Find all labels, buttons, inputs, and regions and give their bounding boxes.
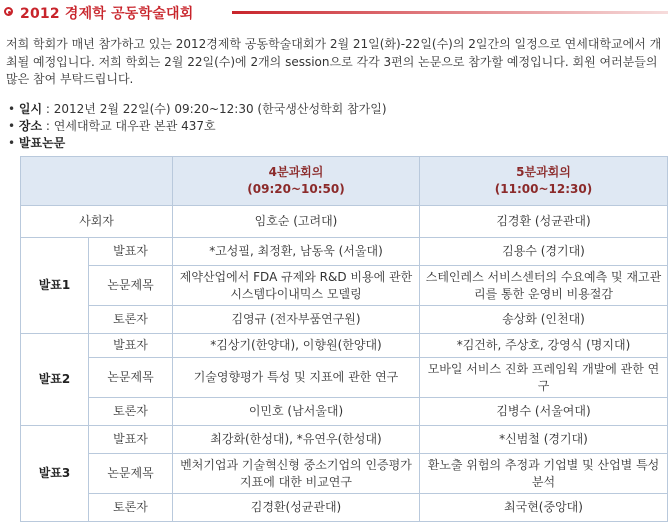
date-label: 일시 bbox=[18, 102, 43, 116]
table-row bbox=[21, 238, 668, 266]
chair-label: 사회자 bbox=[21, 206, 173, 238]
presenter-cell: *고성필, 최정환, 남동욱 (서울대) bbox=[173, 238, 420, 266]
place-label: 장소 bbox=[18, 119, 43, 133]
session-label: 발표2 bbox=[21, 334, 89, 426]
session-label: 발표1 bbox=[21, 238, 89, 334]
title-underline bbox=[232, 11, 668, 14]
table-row bbox=[21, 306, 668, 334]
presenter-cell: *김상기(한양대), 이향원(한양대) bbox=[173, 334, 420, 358]
session-label: 발표3 bbox=[21, 426, 89, 522]
place-value: : 연세대학교 대우관 본관 437호 bbox=[42, 119, 216, 133]
role-label: 토론자 bbox=[89, 494, 173, 522]
role-label: 발표자 bbox=[89, 334, 173, 358]
discussant-cell: 김병수 (서울여대) bbox=[420, 398, 668, 426]
table-row bbox=[21, 358, 668, 398]
discussant-cell: 김경환(성균관대) bbox=[173, 494, 420, 522]
paper-title-cell: 스테인레스 서비스센터의 수요예측 및 재고관리를 통한 운영비 비용절감 bbox=[420, 266, 668, 306]
col-header-title: 4분과회의 bbox=[268, 165, 324, 179]
date-value: : 2012년 2월 22일(수) 09:20~12:30 (한국생산성학회 참가일) bbox=[42, 102, 387, 116]
papers-row: • 발표논문 bbox=[8, 136, 66, 150]
paper-title-cell: 벤처기업과 기술혁신형 중소기업의 인증평가 지표에 대한 비교연구 bbox=[173, 454, 420, 494]
schedule-table bbox=[20, 156, 668, 522]
role-label: 토론자 bbox=[89, 398, 173, 426]
discussant-cell: 이민호 (남서울대) bbox=[173, 398, 420, 426]
date-row: • 일시 : 2012년 2월 22일(수) 09:20~12:30 (한국생산성학회 참가일) bbox=[8, 102, 387, 116]
discussant-cell: 최국현(중앙대) bbox=[420, 494, 668, 522]
paper-title-cell: 제약산업에서 FDA 규제와 R&D 비용에 관한 시스템다이내믹스 모델링 bbox=[173, 266, 420, 306]
page-title: 2012 경제학 공동학술대회 bbox=[20, 6, 194, 22]
discussant-cell: 송상화 (인천대) bbox=[420, 306, 668, 334]
chair-cell: 임호순 (고려대) bbox=[173, 206, 420, 238]
table-row bbox=[21, 334, 668, 358]
place-row: • 장소 : 연세대학교 대우관 본관 437호 bbox=[8, 119, 216, 133]
table-row bbox=[21, 426, 668, 454]
section-header bbox=[0, 0, 672, 28]
table-row bbox=[21, 454, 668, 494]
header-corner bbox=[21, 157, 173, 206]
role-label: 논문제목 bbox=[89, 266, 173, 306]
col-header-time: (09:20~10:50) bbox=[247, 182, 345, 196]
col-header-session5 bbox=[420, 157, 668, 206]
role-label: 논문제목 bbox=[89, 358, 173, 398]
role-label: 토론자 bbox=[89, 306, 173, 334]
col-header-time: (11:00~12:30) bbox=[494, 182, 593, 196]
paper-title-cell: 환노출 위험의 추정과 기업별 및 산업별 특성 분석 bbox=[420, 454, 668, 494]
paper-title-cell: 모바일 서비스 진화 프레임웍 개발에 관한 연구 bbox=[420, 358, 668, 398]
table-row bbox=[21, 494, 668, 522]
role-label: 발표자 bbox=[89, 426, 173, 454]
presenter-cell: 김용수 (경기대) bbox=[420, 238, 668, 266]
role-label: 논문제목 bbox=[89, 454, 173, 494]
presenter-cell: 최강화(한성대), *유연우(한성대) bbox=[173, 426, 420, 454]
table-row bbox=[21, 266, 668, 306]
event-info bbox=[8, 101, 387, 152]
bullet-circle-icon bbox=[4, 7, 13, 16]
presenter-cell: *신범철 (경기대) bbox=[420, 426, 668, 454]
role-label: 발표자 bbox=[89, 238, 173, 266]
table-header-row bbox=[21, 157, 668, 206]
discussant-cell: 김영규 (전자부품연구원) bbox=[173, 306, 420, 334]
table-row bbox=[21, 206, 668, 238]
table-row bbox=[21, 398, 668, 426]
presenter-cell: *김건하, 주상호, 강영식 (명지대) bbox=[420, 334, 668, 358]
chair-cell: 김경환 (성균관대) bbox=[420, 206, 668, 238]
col-header-session4 bbox=[173, 157, 420, 206]
papers-label: 발표논문 bbox=[18, 136, 66, 150]
col-header-title: 5분과회의 bbox=[516, 165, 571, 179]
intro-paragraph: 저희 학회가 매년 참가하고 있는 2012경제학 공동학술대회가 2월 21일(화)-22일(수)의 2일간의 일정으로 연세대학교에서 개최될 예정입니다. 저희 학회는 2월 22일(수)에 2개의 session으로 각각 3편의 논문으로 참가할 예정입니다. 회원 여러분들의 많은 참여 부탁드립니다. bbox=[6, 37, 662, 86]
paper-title-cell: 기술영향평가 특성 및 지표에 관한 연구 bbox=[173, 358, 420, 398]
